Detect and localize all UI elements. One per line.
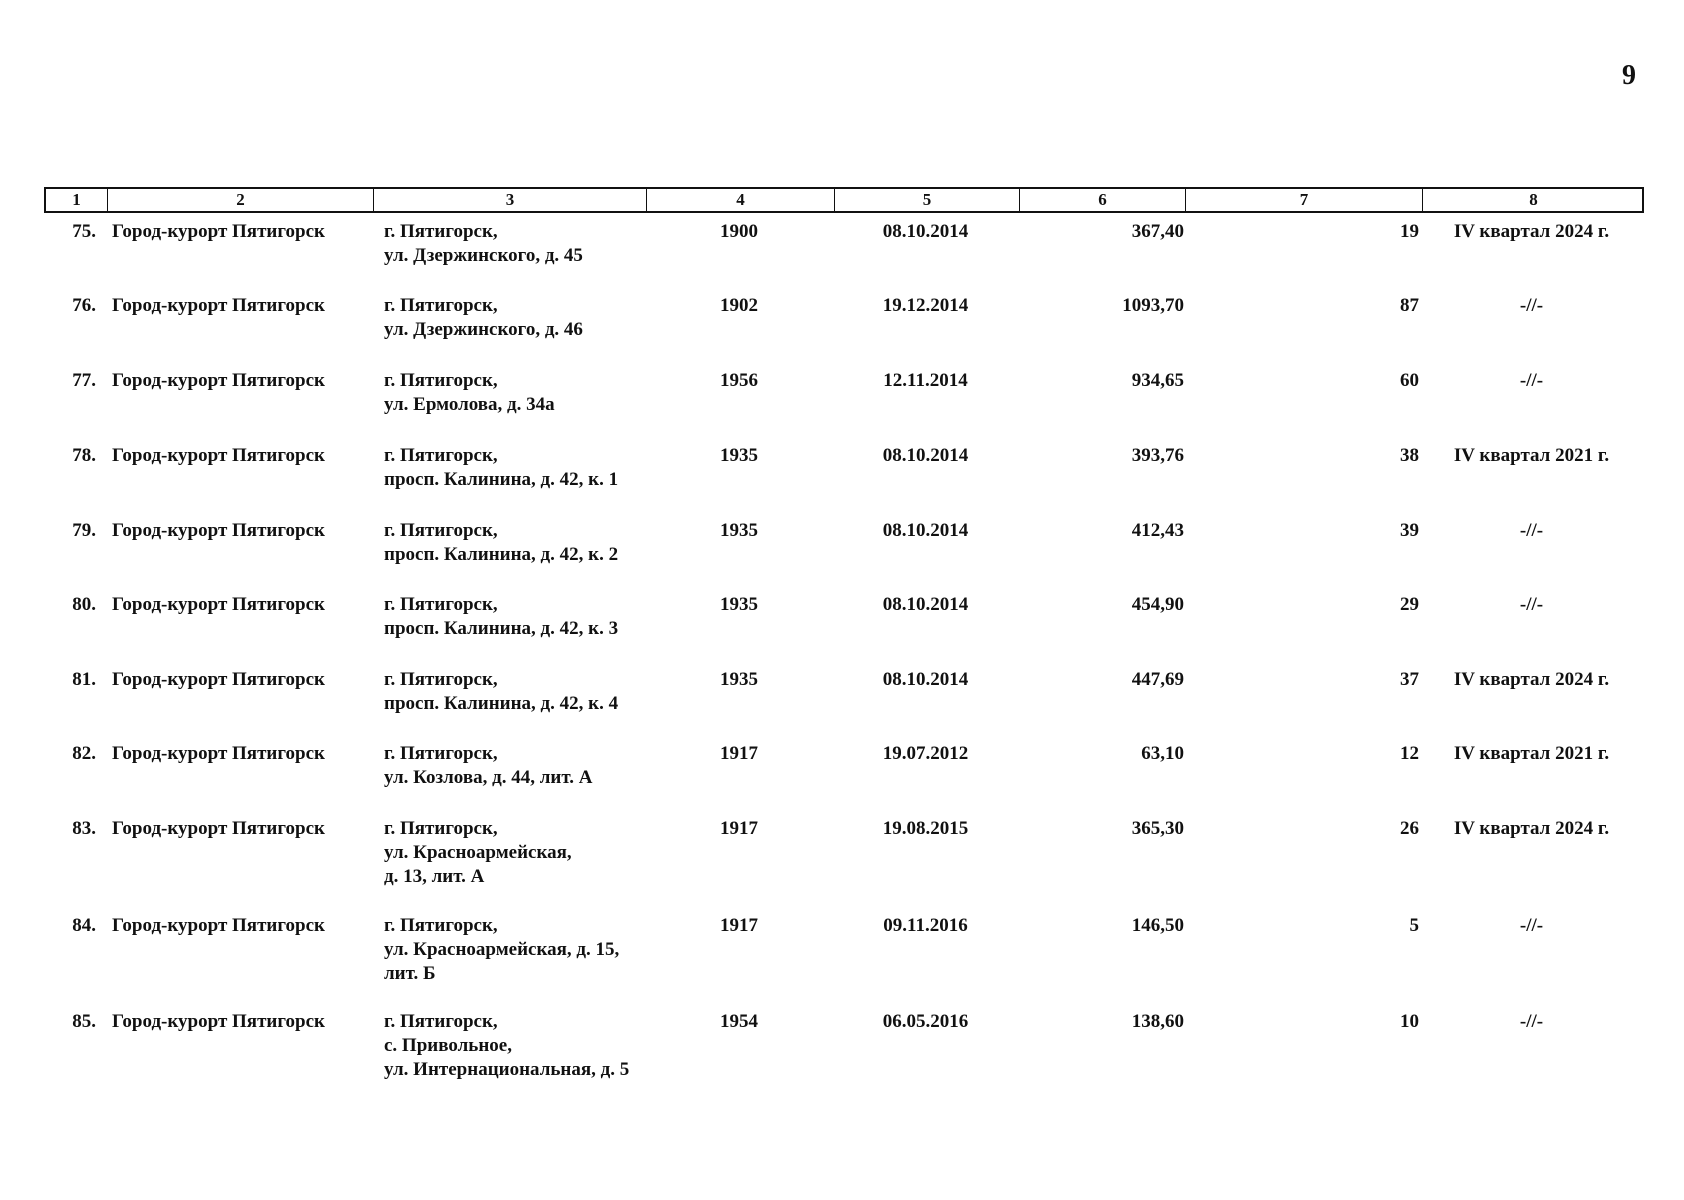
term-cell: -//- <box>1519 295 1544 316</box>
table-row <box>44 742 1644 817</box>
year-cell: 1935 <box>720 445 758 466</box>
area-cell: 146,50 <box>1131 915 1184 936</box>
header-cell-7: 7 <box>1186 189 1423 211</box>
address-line: ул. Козлова, д. 44, лит. А <box>384 767 593 788</box>
header-cell-6: 6 <box>1020 189 1186 211</box>
year-cell: 1956 <box>720 370 758 391</box>
year-cell: 1917 <box>720 743 758 764</box>
municipality-cell: Город-курорт Пятигорск <box>112 295 325 316</box>
residents-cell: 10 <box>1400 1011 1419 1032</box>
date-cell: 12.11.2014 <box>883 370 968 391</box>
term-cell: IV квартал 2021 г. <box>1453 743 1610 764</box>
address-line: ул. Красноармейская, <box>384 842 572 863</box>
date-cell: 08.10.2014 <box>882 520 969 541</box>
term-cell: IV квартал 2024 г. <box>1453 669 1610 690</box>
year-cell: 1954 <box>720 1011 758 1032</box>
term-cell: -//- <box>1519 1011 1544 1032</box>
address-line: г. Пятигорск, <box>384 295 498 316</box>
header-cell-8: 8 <box>1529 190 1538 209</box>
row-number: 79. <box>72 520 96 541</box>
municipality-cell: Город-курорт Пятигорск <box>112 594 325 615</box>
address-line: ул. Ермолова, д. 34а <box>384 394 555 415</box>
row-number: 85. <box>72 1011 96 1032</box>
year-cell: 1917 <box>720 915 758 936</box>
address-cell <box>372 519 645 593</box>
address-cell <box>372 369 645 444</box>
address-line: просп. Калинина, д. 42, к. 1 <box>384 469 619 490</box>
area-cell: 365,30 <box>1131 818 1184 839</box>
date-cell: 08.10.2014 <box>882 221 969 242</box>
address-cell <box>372 593 645 668</box>
year-cell: 1900 <box>720 221 758 242</box>
address-cell <box>372 668 645 742</box>
address-line: г. Пятигорск, <box>384 915 498 936</box>
area-cell: 393,76 <box>1131 445 1184 466</box>
municipality-cell: Город-курорт Пятигорск <box>112 818 325 839</box>
table-row <box>44 444 1644 519</box>
date-cell: 19.12.2014 <box>882 295 969 316</box>
year-cell: 1935 <box>720 594 758 615</box>
address-cell <box>372 1010 645 1100</box>
year-cell: 1935 <box>720 520 758 541</box>
address-line: г. Пятигорск, <box>384 370 498 391</box>
page-number: 9 <box>1622 60 1636 91</box>
table-row <box>44 369 1644 444</box>
table-body <box>44 220 1644 1100</box>
address-line: ул. Интернациональная, д. 5 <box>384 1059 630 1080</box>
table-row <box>44 817 1644 914</box>
municipality-cell: Город-курорт Пятигорск <box>112 520 325 541</box>
year-cell: 1917 <box>720 818 758 839</box>
municipality-cell: Город-курорт Пятигорск <box>112 445 325 466</box>
area-cell: 412,43 <box>1131 520 1184 541</box>
date-cell: 06.05.2016 <box>882 1011 969 1032</box>
address-line: лит. Б <box>384 963 436 984</box>
table-header <box>44 187 1644 213</box>
area-cell: 447,69 <box>1131 669 1184 690</box>
row-number: 80. <box>72 594 96 615</box>
row-number: 75. <box>72 221 96 242</box>
term-cell: IV квартал 2024 г. <box>1453 818 1610 839</box>
address-line: г. Пятигорск, <box>384 669 498 690</box>
area-cell: 63,10 <box>1141 743 1184 764</box>
address-line: д. 13, лит. А <box>384 866 485 887</box>
residents-cell: 38 <box>1400 445 1419 466</box>
term-cell: IV квартал 2024 г. <box>1453 221 1610 242</box>
address-line: ул. Дзержинского, д. 45 <box>384 245 583 266</box>
header-cell-5: 5 <box>835 189 1020 211</box>
address-cell <box>372 220 645 294</box>
area-cell: 934,65 <box>1131 370 1184 391</box>
term-cell: -//- <box>1519 520 1544 541</box>
address-line: г. Пятигорск, <box>384 594 498 615</box>
residents-cell: 26 <box>1400 818 1419 839</box>
address-line: ул. Красноармейская, д. 15, <box>384 939 620 960</box>
header-cell-3: 3 <box>374 189 647 211</box>
residents-cell: 12 <box>1400 743 1419 764</box>
municipality-cell: Город-курорт Пятигорск <box>112 669 325 690</box>
area-cell: 367,40 <box>1131 221 1184 242</box>
row-number: 83. <box>72 818 96 839</box>
table-row <box>44 914 1644 1010</box>
residents-cell: 19 <box>1400 221 1419 242</box>
municipality-cell: Город-курорт Пятигорск <box>112 915 325 936</box>
table-row <box>44 519 1644 593</box>
residents-cell: 60 <box>1400 370 1419 391</box>
row-number: 82. <box>72 743 96 764</box>
address-line: просп. Калинина, д. 42, к. 3 <box>384 618 619 639</box>
address-line: г. Пятигорск, <box>384 445 498 466</box>
header-cell-1: 1 <box>46 189 108 211</box>
term-cell: -//- <box>1519 915 1544 936</box>
row-number: 84. <box>72 915 96 936</box>
address-line: г. Пятигорск, <box>384 520 498 541</box>
row-number: 76. <box>72 295 96 316</box>
term-cell: IV квартал 2021 г. <box>1453 445 1610 466</box>
address-cell <box>372 914 645 1010</box>
address-line: г. Пятигорск, <box>384 818 498 839</box>
residents-cell: 39 <box>1400 520 1419 541</box>
municipality-cell: Город-курорт Пятигорск <box>112 743 325 764</box>
term-cell: -//- <box>1519 594 1544 615</box>
municipality-cell: Город-курорт Пятигорск <box>112 1011 325 1032</box>
address-line: с. Привольное, <box>384 1035 512 1056</box>
address-line: просп. Калинина, д. 42, к. 2 <box>384 544 619 565</box>
date-cell: 08.10.2014 <box>882 669 969 690</box>
row-number: 81. <box>72 669 96 690</box>
header-cell-2: 2 <box>108 189 374 211</box>
row-number: 78. <box>72 445 96 466</box>
table-row <box>44 668 1644 742</box>
header-cell-4: 4 <box>647 189 835 211</box>
residents-cell: 5 <box>1409 915 1419 936</box>
year-cell: 1935 <box>720 669 758 690</box>
address-cell <box>372 444 645 519</box>
address-cell <box>372 817 645 914</box>
term-cell: -//- <box>1519 370 1544 391</box>
municipality-cell: Город-курорт Пятигорск <box>112 221 325 242</box>
address-line: г. Пятигорск, <box>384 1011 498 1032</box>
date-cell: 08.10.2014 <box>882 445 969 466</box>
address-line: просп. Калинина, д. 42, к. 4 <box>384 693 619 714</box>
area-cell: 138,60 <box>1131 1011 1184 1032</box>
area-cell: 454,90 <box>1131 594 1184 615</box>
residents-cell: 29 <box>1400 594 1419 615</box>
table-row <box>44 294 1644 369</box>
municipality-cell: Город-курорт Пятигорск <box>112 370 325 391</box>
year-cell: 1902 <box>720 295 758 316</box>
address-line: г. Пятигорск, <box>384 221 498 242</box>
table-row <box>44 593 1644 668</box>
table-row <box>44 1010 1644 1100</box>
residents-cell: 87 <box>1400 295 1419 316</box>
date-cell: 09.11.2016 <box>883 915 968 936</box>
address-line: ул. Дзержинского, д. 46 <box>384 319 583 340</box>
row-number: 77. <box>72 370 96 391</box>
address-cell <box>372 294 645 369</box>
date-cell: 19.08.2015 <box>882 818 969 839</box>
date-cell: 08.10.2014 <box>882 594 969 615</box>
table-row <box>44 220 1644 294</box>
date-cell: 19.07.2012 <box>882 743 969 764</box>
area-cell: 1093,70 <box>1122 295 1184 316</box>
address-cell <box>372 742 645 817</box>
residents-cell: 37 <box>1400 669 1419 690</box>
address-line: г. Пятигорск, <box>384 743 498 764</box>
